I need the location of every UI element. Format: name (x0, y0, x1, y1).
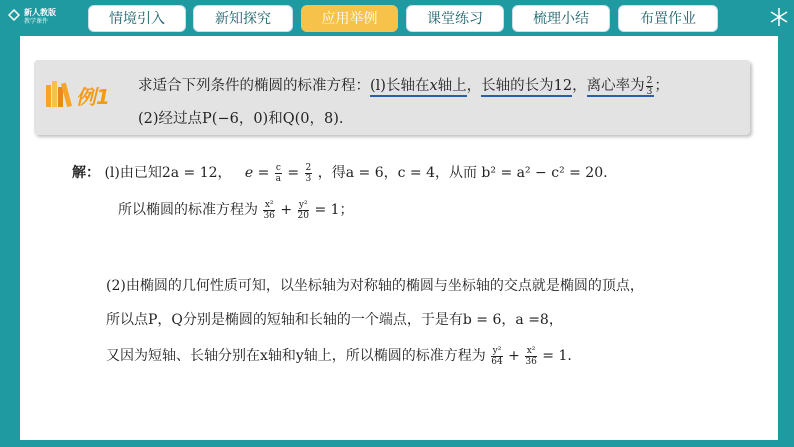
example-badge-label: 例1 (76, 85, 110, 109)
tab-explore[interactable] (193, 5, 293, 32)
fraction-c-a: $\frac{c}{a}$ (275, 162, 282, 184)
solution-line-4: 所以点P，Q分别是椭圆的短轴和长轴的一个端点，于是有b = 6，a =8， (106, 312, 563, 328)
logo (8, 6, 70, 28)
s2-end: = 1； (314, 202, 354, 218)
logo-text-line2: 教学课件 (24, 18, 49, 25)
tab-label: 课堂练习 (427, 11, 483, 27)
solution-label: 解： (72, 165, 100, 181)
plus: + (508, 348, 520, 364)
example-line-2: (2)经过点P(−6，0)和Q(0，8). (138, 111, 344, 127)
books-icon (46, 81, 72, 107)
plus: + (280, 202, 293, 218)
s1-a: (l)由已知2a = 12， (104, 165, 232, 181)
comma: ， (572, 78, 587, 94)
s1-rest: ，得a = 6，c = 4，从而 b² = a² − c² = 20. (317, 165, 608, 181)
solution-line-1 (72, 162, 608, 184)
logo-icon (8, 9, 20, 21)
fraction-x2-36: $\frac{\text{x²}}{36}$ (525, 345, 537, 367)
logo-text-line1: 新人教版 (24, 8, 56, 17)
s5-end: = 1. (542, 348, 572, 364)
solution-line-5 (106, 345, 572, 367)
right-border (778, 36, 794, 447)
tab-label: 新知探究 (215, 11, 271, 27)
s5-prefix: 又因为短轴、长轴分别在x轴和y轴上，所以椭圆的标准方程为 (106, 348, 486, 364)
fraction-2-3: $\frac{2}{3}$ (646, 75, 653, 97)
tab-homework[interactable] (618, 5, 718, 32)
s1-eq: = (287, 165, 300, 181)
tab-intro[interactable] (88, 5, 186, 32)
snowflake-icon (768, 6, 790, 28)
condition-1b: 轴上 (437, 78, 467, 94)
fraction-y2-64: $\frac{\text{y²}}{64}$ (491, 345, 503, 367)
condition-1a: (l)长轴在 (370, 78, 430, 94)
condition-2: 长轴的长为12 (481, 78, 572, 97)
tab-label: 梳理小结 (533, 11, 589, 27)
semicolon: ； (654, 78, 669, 94)
var-x: x (429, 78, 438, 94)
tab-summary[interactable] (512, 5, 610, 32)
tab-label: 布置作业 (640, 11, 696, 27)
example-badge (44, 75, 124, 111)
tab-practice[interactable] (406, 5, 504, 32)
fraction-y2-20: $\frac{\text{y²}}{20}$ (297, 199, 309, 221)
comma: ， (466, 78, 482, 94)
tab-label: 情境引入 (109, 11, 165, 27)
s1-e: e = (244, 165, 270, 181)
solution-line-3: (2)由椭圆的几何性质可知，以坐标轴为对称轴的椭圆与坐标轴的交点就是椭圆的顶点， (106, 278, 644, 294)
tab-application[interactable] (301, 5, 398, 32)
s2-prefix: 所以椭圆的标准方程为 (118, 202, 258, 218)
solution-line-2 (118, 199, 354, 221)
fraction-x2-36: $\frac{\text{x²}}{36}$ (263, 199, 275, 221)
example-line-1 (138, 74, 669, 97)
example-prefix: 求适合下列条件的椭圆的标准方程： (138, 78, 370, 94)
bottom-border (0, 440, 794, 447)
tab-label: 应用举例 (321, 11, 378, 27)
condition-3: 离心率为 (586, 78, 645, 94)
fraction-2-3: $\frac{2}{3}$ (305, 162, 312, 184)
